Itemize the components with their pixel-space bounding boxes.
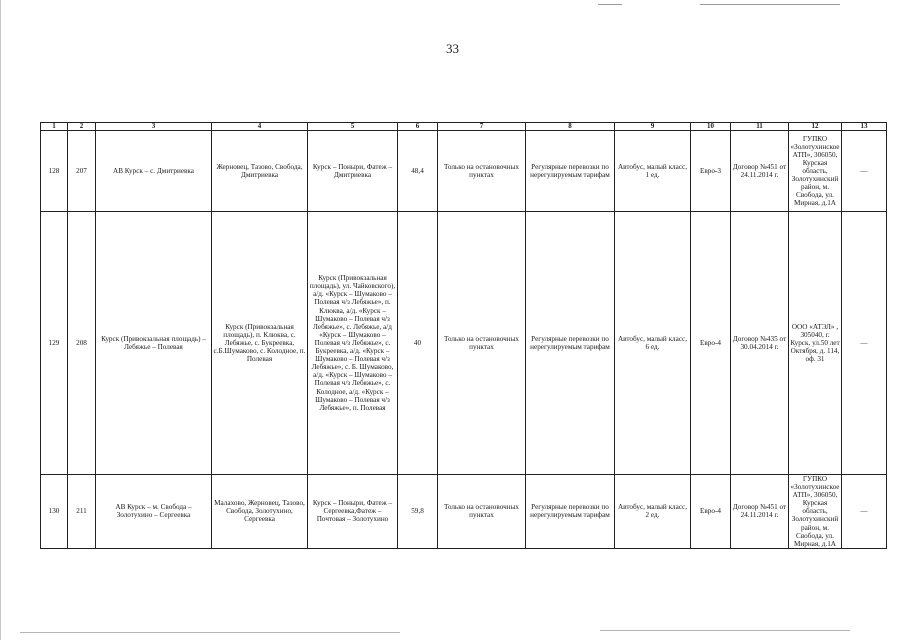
route-length-cell: 40 (398, 212, 438, 475)
stop-order-cell: Только на остановочных пунктах (438, 131, 526, 212)
note-cell: — (842, 212, 887, 475)
transport-type-cell: Регулярные перевозки по нерегулируемым тарифам (526, 131, 615, 212)
vehicle-cell: Автобус, малый класс, 6 ед. (615, 212, 691, 475)
intermediate-stops-cell: Курск (Привокзальная площадь), п. Клюква, с. Лебяжье, с. Букреевка, с.Б.Шумаково, с. Колодное, п. Полевая (212, 212, 308, 475)
scan-artifact-bottom (600, 630, 850, 631)
eco-class-cell: Евро-4 (691, 475, 731, 549)
route-length-cell: 59,8 (398, 475, 438, 549)
column-header: 9 (615, 123, 691, 131)
column-header: 8 (526, 123, 615, 131)
eco-class-cell: Евро-3 (691, 131, 731, 212)
contract-cell: Договор №435 от 30.04.2014 г. (731, 212, 789, 475)
column-header: 2 (68, 123, 96, 131)
route-number-cell: 129 (41, 212, 68, 475)
column-header: 10 (691, 123, 731, 131)
route-streets-cell: Курск (Привокзальная площадь), ул. Чайковского), а/д. «Курск – Шумаково – Полевая ч/з Лебяжье», п. Клюква, а/д. «Курск – Шумаково – Полевая ч/з Лебяжье», с. Лебяжье, а/д «Курск – Шумаково – Полевая ч/з Лебяжье», с. Букреевка, а/д. «Курск – Шумаково – Полевая ч/з Лебяжье», с. Б. Шумаково, а/д. «Курск – Шумаково – Полевая ч/з Лебяжье», с. Колодное, а/д. «Курск – Шумаково – Полевая ч/з Лебяжье», п. Полевая (308, 212, 398, 475)
page-number: 33 (446, 41, 459, 56)
registration-number-cell: 211 (68, 475, 96, 549)
header-row (41, 123, 887, 131)
stop-order-cell: Только на остановочных пунктах (438, 212, 526, 475)
route-number-cell: 130 (41, 475, 68, 549)
stop-order-cell: Только на остановочных пунктах (438, 475, 526, 549)
route-streets-cell: Курск – Поныри, Фатеж – Сергеевка,Фатеж – Почтовая – Золотухино (308, 475, 398, 549)
registration-number-cell: 208 (68, 212, 96, 475)
carrier-cell: ООО «АТЭЛ» , 305040, г. Курск, ул.50 лет Октября, д. 114, оф. 31 (789, 212, 842, 475)
column-header: 4 (212, 123, 308, 131)
scan-artifact-top (700, 4, 840, 5)
scan-artifact-top (598, 4, 622, 5)
column-header: 6 (398, 123, 438, 131)
registration-number-cell: 207 (68, 131, 96, 212)
table-row (41, 212, 887, 475)
route-streets-cell: Курск – Поныри, Фатеж – Дмитриевка (308, 131, 398, 212)
scan-artifact-left (0, 0, 1, 640)
intermediate-stops-cell: Малахово, Жерновец, Тазово, Свобода, Золотухино, Сергеевка (212, 475, 308, 549)
column-header: 12 (789, 123, 842, 131)
vehicle-cell: Автобус, малый класс, 1 ед. (615, 131, 691, 212)
note-cell: — (842, 475, 887, 549)
contract-cell: Договор №451 от 24.11.2014 г. (731, 475, 789, 549)
route-number-cell: 128 (41, 131, 68, 212)
column-header: 3 (96, 123, 212, 131)
route-name-cell: Курск (Привокзальная площадь) – Лебяжье – Полевая (96, 212, 212, 475)
contract-cell: Договор №451 от 24.11.2014 г. (731, 131, 789, 212)
route-name-cell: АВ Курск – с. Дмитриевка (96, 131, 212, 212)
note-cell: — (842, 131, 887, 212)
scan-artifact-bottom (20, 632, 400, 633)
column-header: 7 (438, 123, 526, 131)
column-header: 13 (842, 123, 887, 131)
routes-table (40, 122, 887, 549)
intermediate-stops-cell: Жерновец, Тазово, Свобода, Дмитриевка (212, 131, 308, 212)
carrier-cell: ГУПКО «Золотухинское АТП», 306050, Курская область, Золотухинский район, м. Свобода, ул. Мирная, д.1А (789, 475, 842, 549)
eco-class-cell: Евро-4 (691, 212, 731, 475)
column-header: 1 (41, 123, 68, 131)
vehicle-cell: Автобус, малый класс, 2 ед. (615, 475, 691, 549)
table-row (41, 475, 887, 549)
route-length-cell: 48,4 (398, 131, 438, 212)
carrier-cell: ГУПКО «Золотухинское АТП», 306050, Курская область, Золотухинский район, м. Свобода, ул. Мирная, д.1А (789, 131, 842, 212)
route-name-cell: АВ Курск – м. Свобода – Золотухино – Сергеевка (96, 475, 212, 549)
column-header: 5 (308, 123, 398, 131)
table-row (41, 131, 887, 212)
column-header: 11 (731, 123, 789, 131)
transport-type-cell: Регулярные перевозки по нерегулируемым тарифам (526, 212, 615, 475)
transport-type-cell: Регулярные перевозки по нерегулируемым тарифам (526, 475, 615, 549)
